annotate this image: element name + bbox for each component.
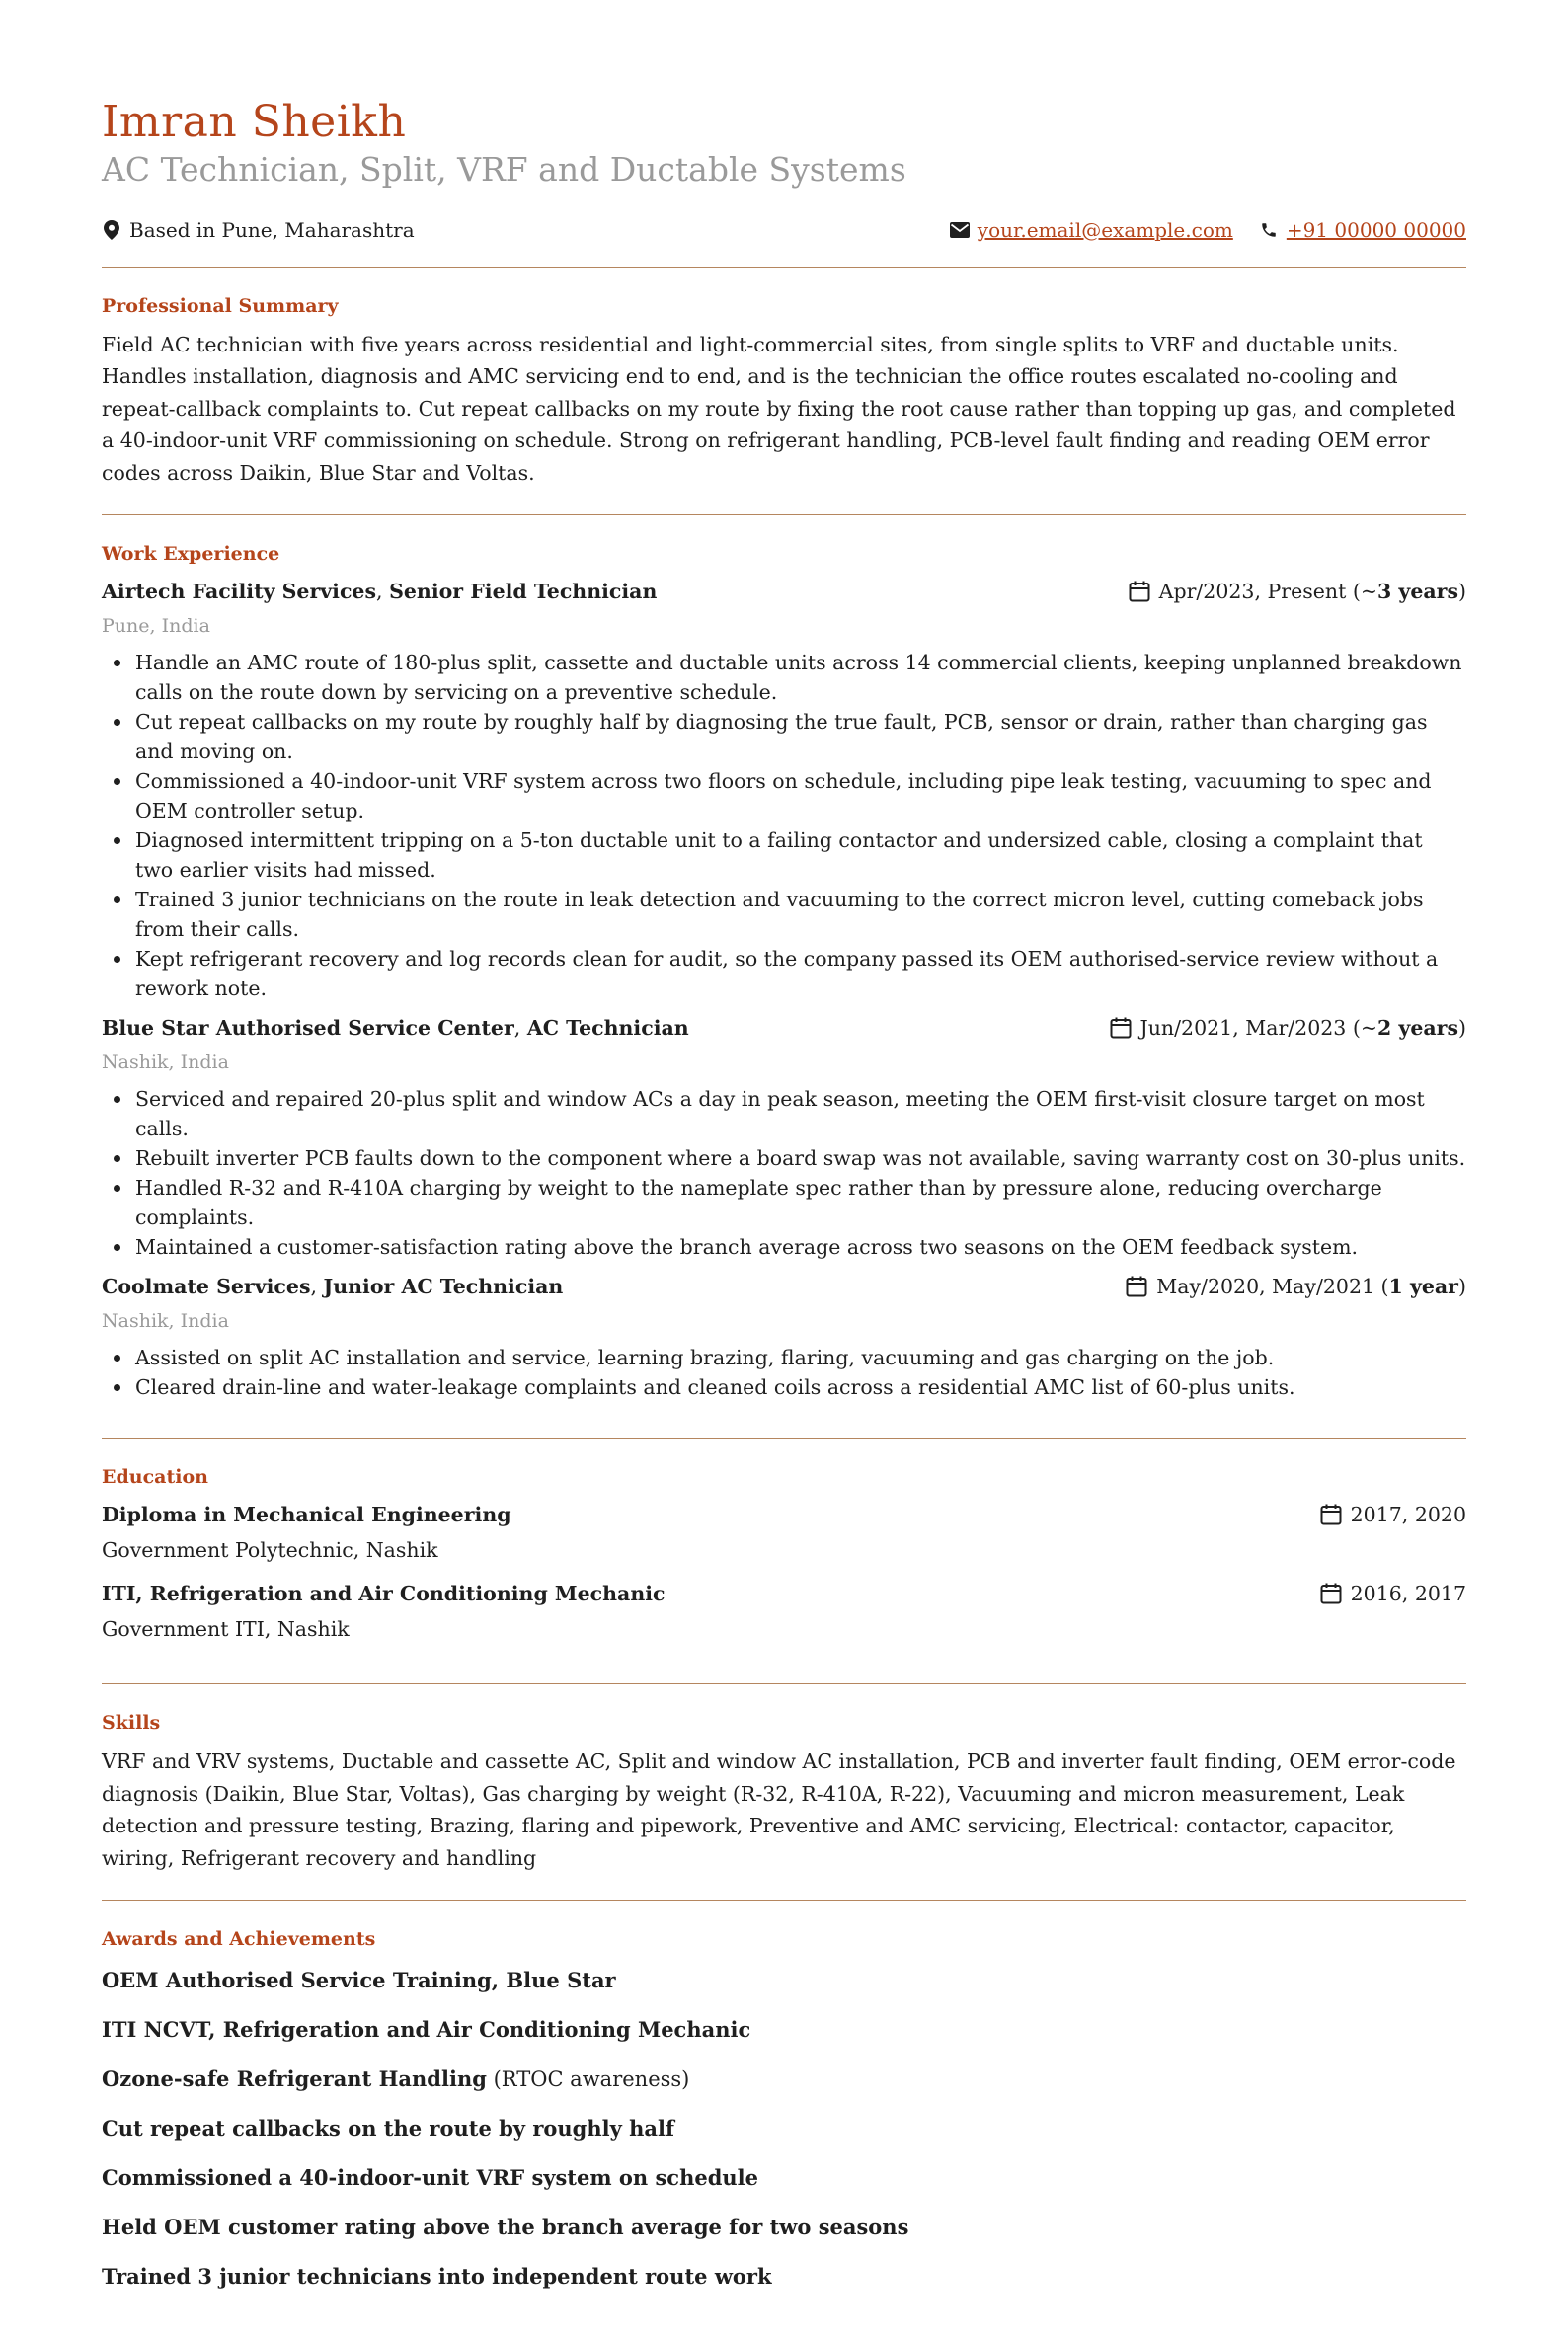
list-item: Assisted on split AC installation and service, learning brazing, flaring, vacuuming and gas charging on the job.: [102, 1343, 1466, 1372]
skills-heading: Skills: [102, 1712, 161, 1735]
education-institution: Government Polytechnic, Nashik: [102, 1538, 438, 1563]
award-item: Commissioned a 40-indoor-unit VRF system on schedule: [102, 2165, 759, 2191]
experience-section: [102, 515, 1466, 1438]
job-bullets: [102, 648, 1466, 1003]
list-item: Handled R-32 and R-410A charging by weight to the nameplate spec rather than by pressure alone, reducing overcharge complaints.: [102, 1173, 1466, 1232]
list-item: Commissioned a 40-indoor-unit VRF system across two floors on schedule, including pipe leak testing, vacuuming to spec and OEM controller setup.: [102, 766, 1466, 825]
calendar-icon: [1125, 1275, 1148, 1298]
summary-heading: Professional Summary: [102, 294, 339, 317]
job-location: Nashik, India: [102, 1052, 229, 1074]
award-item: OEM Authorised Service Training, Blue Star: [102, 1968, 616, 1993]
award-item: ITI NCVT, Refrigeration and Air Conditioning Mechanic: [102, 2017, 751, 2043]
skills-text: VRF and VRV systems, Ductable and cassette AC, Split and window AC installation, PCB and inverter fault finding, OEM error-code diagnosis (Daikin, Blue Star, Voltas), Gas charging by weight (R-32, R-410A, R-22), Vacuuming and micron measurement, Leak detection and pressure testing, Brazing, flaring and pipework, Preventive and AMC servicing, Electrical: contactor, capacitor, wiring, Refrigerant recovery and handling: [102, 1750, 1456, 1870]
phone-item[interactable]: [1259, 215, 1466, 245]
job-entry: [102, 1272, 1466, 1402]
award-item: Trained 3 junior technicians into independent route work: [102, 2264, 772, 2290]
calendar-icon: [1319, 1503, 1343, 1526]
list-item: Cut repeat callbacks on my route by roughly half by diagnosing the true fault, PCB, sensor or drain, rather than charging gas and moving on.: [102, 707, 1466, 766]
awards-heading: Awards and Achievements: [102, 1928, 376, 1951]
job-title-line: Blue Star Authorised Service Center, AC Technician: [102, 1016, 689, 1041]
list-item: Trained 3 junior technicians on the route in leak detection and vacuuming to the correct micron level, cutting comeback jobs from their calls.: [102, 885, 1466, 944]
job-company: Blue Star Authorised Service Center: [102, 1016, 514, 1041]
award-item: Held OEM customer rating above the branch average for two seasons: [102, 2215, 909, 2240]
job-dates: May/2020, May/2021 ( 1 year ): [1125, 1272, 1466, 1301]
job-company: Airtech Facility Services: [102, 580, 377, 604]
list-item: Diagnosed intermittent tripping on a 5-ton ductable unit to a failing contactor and undersized cable, closing a complaint that two earlier visits had missed.: [102, 825, 1466, 885]
envelope-icon: [950, 220, 970, 240]
list-item: Handle an AMC route of 180-plus split, cassette and ductable units across 14 commercial clients, keeping unplanned breakdown calls on the route down by servicing on a preventive schedule.: [102, 648, 1466, 707]
email-item[interactable]: [950, 215, 1233, 245]
skills-section: [102, 1684, 1466, 1900]
education-degree: Diploma in Mechanical Engineering: [102, 1503, 511, 1527]
calendar-icon: [1109, 1016, 1133, 1040]
candidate-headline: AC Technician, Split, VRF and Ductable Systems: [102, 149, 906, 189]
education-dates: 2017, 2020: [1319, 1500, 1466, 1529]
job-role: AC Technician: [526, 1016, 689, 1041]
education-entry: [102, 1579, 1466, 1644]
job-entry: [102, 1013, 1466, 1262]
award-item: Ozone-safe Refrigerant Handling (RTOC awareness): [102, 2066, 690, 2092]
job-role: Junior AC Technician: [323, 1275, 564, 1299]
list-item: Maintained a customer-satisfaction rating above the branch average across two seasons on the OEM feedback system.: [102, 1232, 1466, 1262]
contact-row: [102, 215, 1466, 245]
job-bullets: [102, 1084, 1466, 1262]
job-dates: Apr/2023, Present (~ 3 years ): [1128, 577, 1466, 606]
award-item: Cut repeat callbacks on the route by roughly half: [102, 2116, 674, 2142]
job-title-line: Airtech Facility Services, Senior Field Technician: [102, 580, 658, 604]
education-heading: Education: [102, 1466, 208, 1489]
list-item: Cleared drain-line and water-leakage complaints and cleaned coils across a residential AMC list of 60-plus units.: [102, 1372, 1466, 1402]
job-location: Nashik, India: [102, 1310, 229, 1333]
job-bullets: [102, 1343, 1466, 1402]
job-title-line: Coolmate Services, Junior AC Technician: [102, 1275, 564, 1299]
location-pin-icon: [102, 220, 121, 240]
candidate-name: Imran Sheikh: [102, 97, 407, 147]
education-entry: [102, 1500, 1466, 1565]
job-dates: Jun/2021, Mar/2023 (~ 2 years ): [1109, 1013, 1467, 1043]
summary-section: [102, 268, 1466, 515]
calendar-icon: [1319, 1582, 1343, 1605]
job-company: Coolmate Services: [102, 1275, 311, 1299]
summary-text: Field AC technician with five years across residential and light-commercial sites, from single splits to VRF and ductable units. Handles installation, diagnosis and AMC servicing end to end, and is the technician the office routes escalated no-cooling and repeat-callback complaints to. Cut repeat callbacks on my route by fixing the root cause rather than topping up gas, and completed a 40-indoor-unit VRF commissioning on schedule. Strong on refrigerant handling, PCB-level fault finding and reading OEM error codes across Daikin, Blue Star and Voltas.: [102, 332, 1456, 485]
education-degree: ITI, Refrigeration and Air Conditioning Mechanic: [102, 1582, 666, 1606]
phone-link[interactable]: +91 00000 00000: [1286, 217, 1466, 242]
education-section: [102, 1439, 1466, 1683]
list-item: Kept refrigerant recovery and log records clean for audit, so the company passed its OEM authorised-service review without a rework note.: [102, 944, 1466, 1003]
location-item: [102, 215, 415, 245]
location-text: Based in Pune, Maharashtra: [129, 217, 415, 242]
list-item: Rebuilt inverter PCB faults down to the component where a board swap was not available, saving warranty cost on 30-plus units.: [102, 1143, 1466, 1173]
job-entry: [102, 577, 1466, 1003]
education-dates: 2016, 2017: [1319, 1579, 1466, 1608]
awards-section: [102, 1901, 1466, 2337]
experience-heading: Work Experience: [102, 543, 280, 566]
phone-icon: [1259, 220, 1279, 240]
job-location: Pune, India: [102, 615, 210, 638]
list-item: Serviced and repaired 20-plus split and window ACs a day in peak season, meeting the OEM first-visit closure target on most calls.: [102, 1084, 1466, 1143]
education-institution: Government ITI, Nashik: [102, 1617, 350, 1642]
calendar-icon: [1128, 580, 1151, 603]
job-role: Senior Field Technician: [389, 580, 658, 604]
email-link[interactable]: your.email@example.com: [977, 217, 1233, 242]
